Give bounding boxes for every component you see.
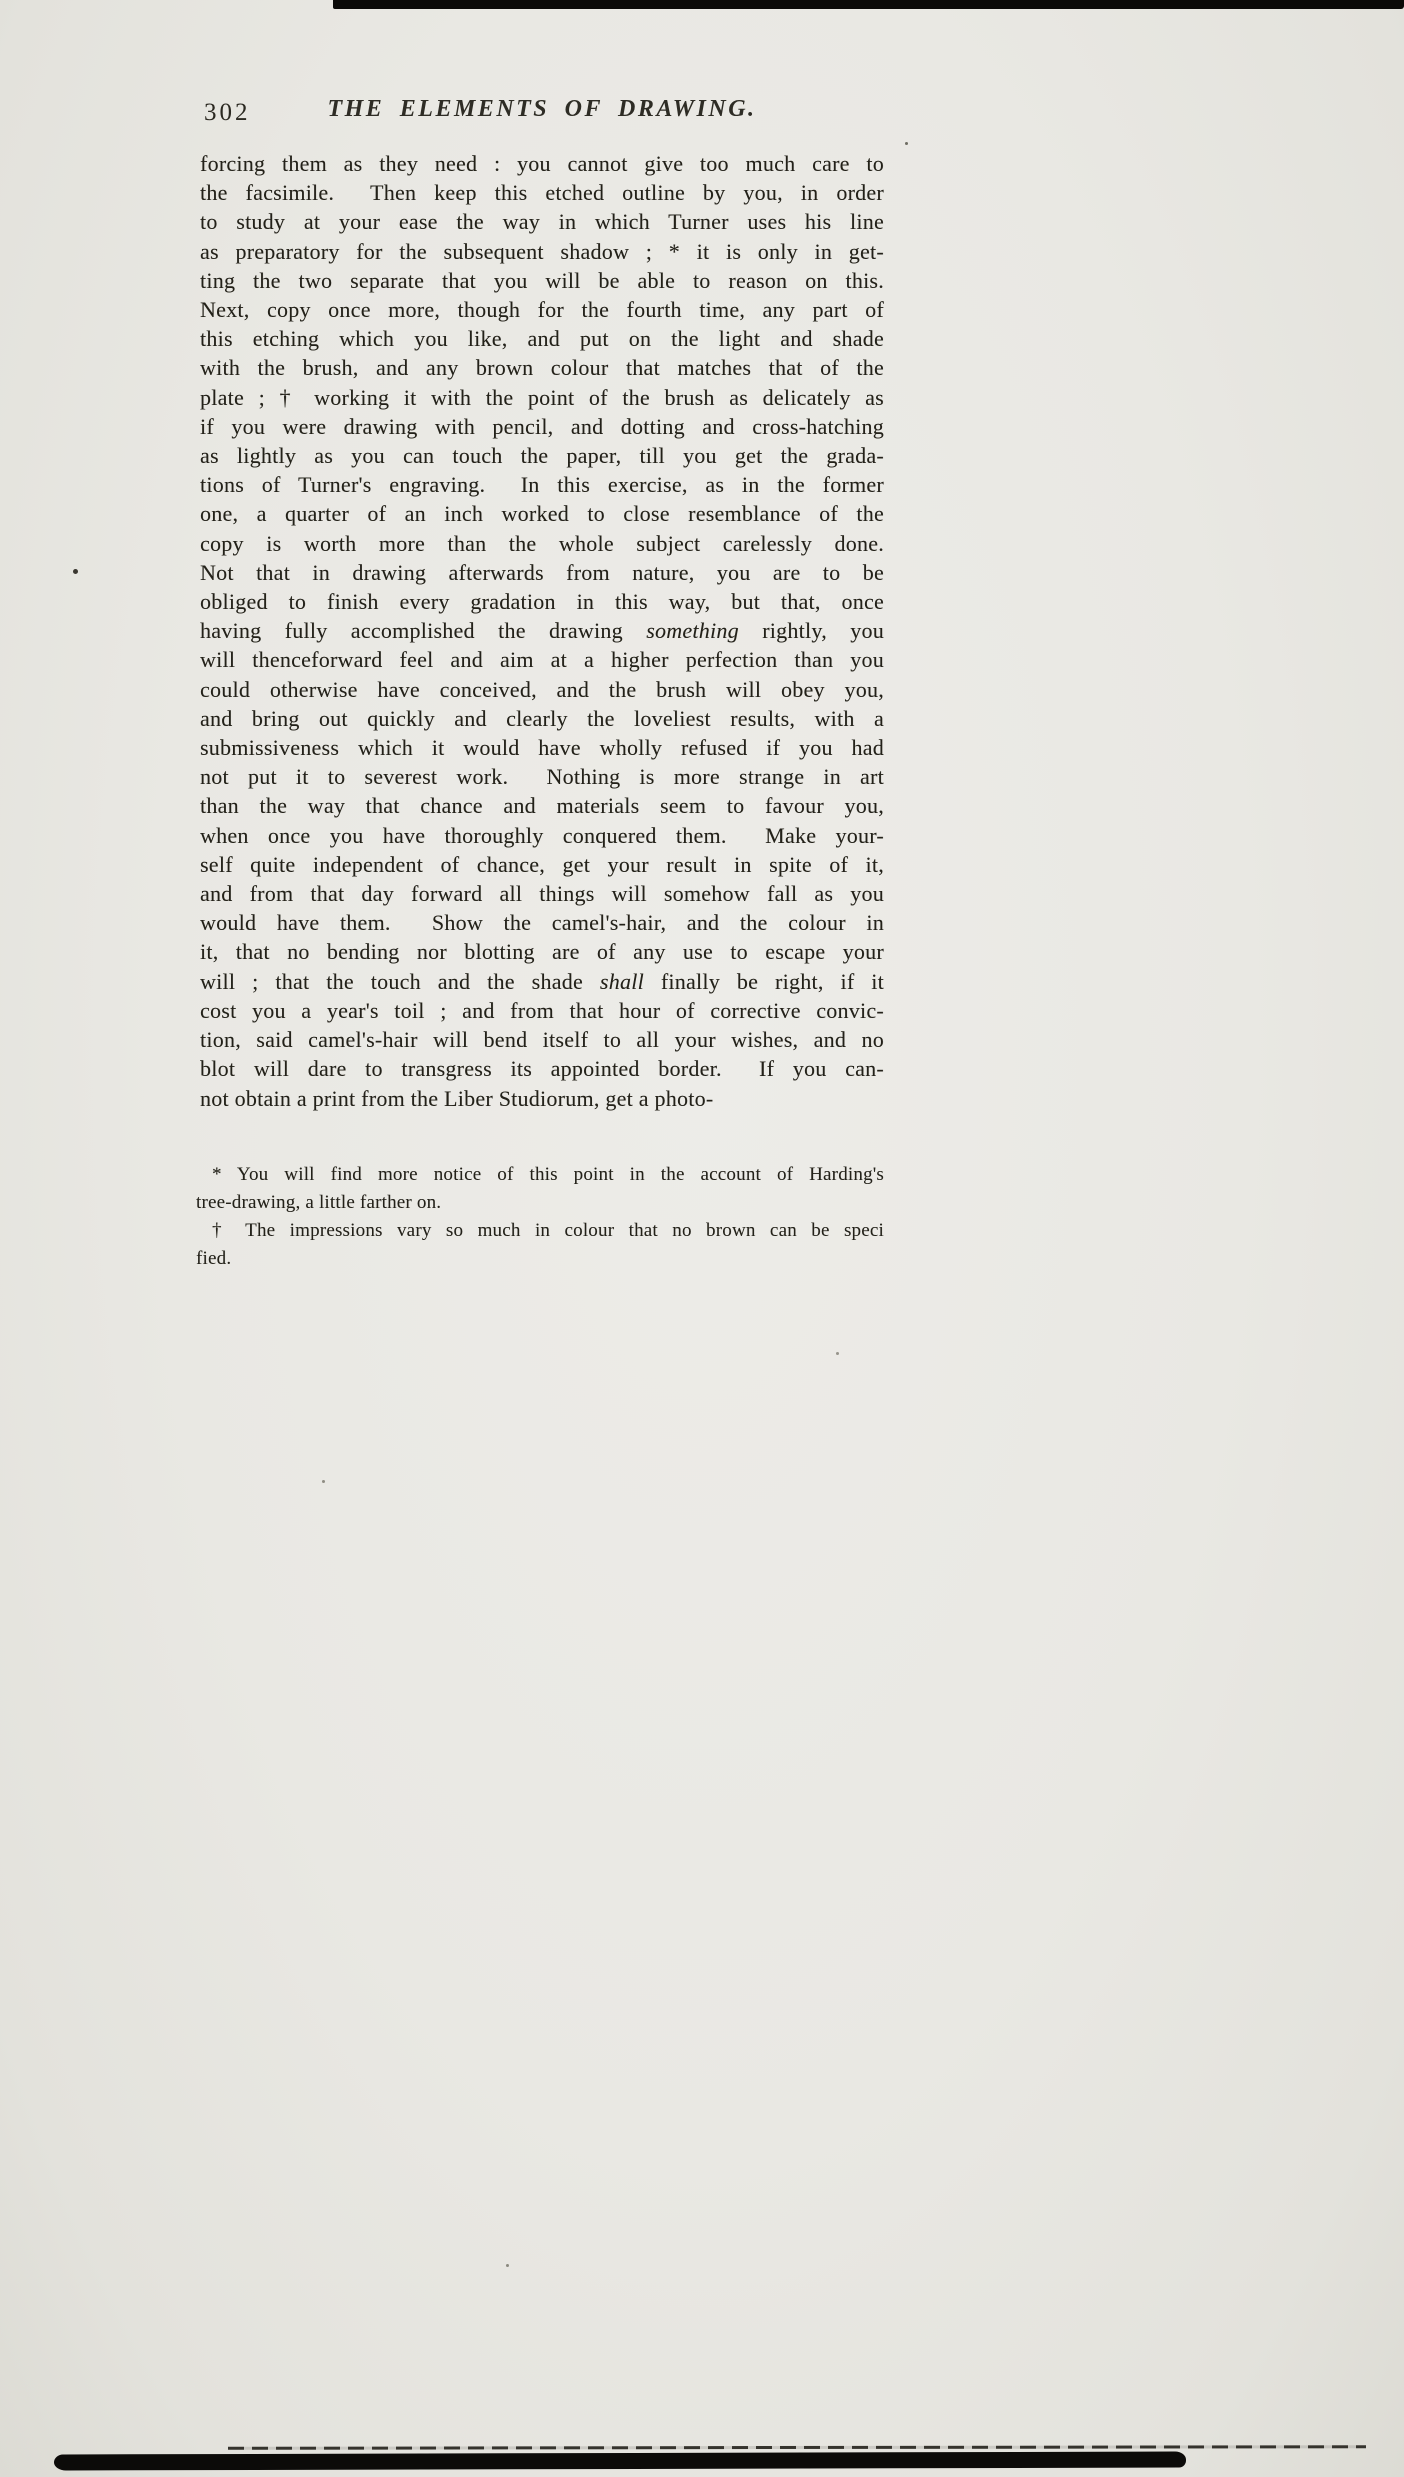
scan-artifact-bottom-line — [228, 2445, 1366, 2450]
text-line: obliged to finish every gradation in this way, but that, once — [200, 589, 884, 615]
text-line: as lightly as you can touch the paper, till you get the grada- — [200, 443, 884, 469]
text-line: fied. — [196, 1248, 232, 1269]
page-title: THE ELEMENTS OF DRAWING. — [327, 96, 757, 122]
text-line: tion, said camel's-hair will bend itself to all your wishes, and no — [200, 1027, 884, 1053]
text-line: one, a quarter of an inch worked to close resemblance of the — [200, 501, 884, 527]
text-line: cost you a year's toil ; and from that hour of corrective convic- — [200, 997, 884, 1023]
text-line: tions of Turner's engraving. In this exercise, as in the former — [200, 472, 884, 498]
text-line: not put it to severest work. Nothing is more strange in art — [200, 764, 884, 790]
text-line: copy is worth more than the whole subject carelessly done. — [200, 530, 884, 556]
text-line: * You will find more notice of this point in the account of Harding's — [212, 1164, 884, 1185]
text-line: when once you have thoroughly conquered them. Make your- — [200, 822, 884, 848]
text-line: Not that in drawing afterwards from nature, you are to be — [200, 559, 884, 585]
text-line: Next, copy once more, though for the fourth time, any part of — [200, 297, 884, 323]
text-line: will thenceforward feel and aim at a higher perfection than you — [200, 647, 884, 673]
text-line: plate ; † working it with the point of the brush as delicately as — [200, 384, 884, 410]
text-line: to study at your ease the way in which Turner uses his line — [200, 209, 884, 235]
text-line: it, that no bending nor blotting are of any use to escape your — [200, 939, 884, 965]
footnotes — [196, 1161, 884, 1273]
scan-artifact-bottom-bar — [54, 2452, 1186, 2471]
text-line: and bring out quickly and clearly the loveliest results, with a — [200, 705, 884, 731]
scan-speckle — [73, 569, 78, 574]
text-line: if you were drawing with pencil, and dotting and cross-hatching — [200, 413, 884, 439]
text-line: could otherwise have conceived, and the brush will obey you, — [200, 676, 884, 702]
text-line: would have them. Show the camel's-hair, and the colour in — [200, 910, 884, 936]
text-line: tree-drawing, a little farther on. — [196, 1192, 442, 1213]
text-line: forcing them as they need : you cannot give too much care to — [200, 151, 884, 176]
text-line: submissiveness which it would have wholly refused if you had — [200, 735, 884, 761]
footnote-1 — [196, 1161, 884, 1217]
text-line: than the way that chance and materials seem to favour you, — [200, 793, 884, 819]
text-line: ting the two separate that you will be able to reason on this. — [200, 267, 884, 293]
text-line: † The impressions vary so much in colour that no brown can be speci — [212, 1220, 884, 1241]
text-line: not obtain a print from the Liber Studiorum, get a photo- — [200, 1085, 714, 1111]
text-line: the facsimile. Then keep this etched outline by you, in order — [200, 180, 884, 206]
scan-artifact-top-bar — [333, 0, 1404, 9]
page-header — [200, 96, 884, 132]
body-text — [200, 149, 884, 1113]
page-number: 302 — [204, 99, 251, 126]
text-line: and from that day forward all things will somehow fall as you — [200, 881, 884, 907]
scan-speckle — [322, 1480, 325, 1483]
scan-speckle — [506, 2264, 509, 2267]
text-line: blot will dare to transgress its appointed border. If you can- — [200, 1056, 884, 1082]
text-line: self quite independent of chance, get your result in spite of it, — [200, 851, 884, 877]
text-line: this etching which you like, and put on the light and shade — [200, 326, 884, 352]
scan-speckle — [905, 142, 908, 145]
text-line: will ; that the touch and the shade shall finally be right, if it — [200, 968, 885, 994]
text-line: as preparatory for the subsequent shadow ; * it is only in get- — [200, 238, 884, 264]
text-line: with the brush, and any brown colour that matches that of the — [200, 355, 884, 381]
scan-speckle — [836, 1352, 839, 1355]
text-line: having fully accomplished the drawing something rightly, you — [200, 618, 885, 644]
footnote-2 — [196, 1217, 884, 1273]
